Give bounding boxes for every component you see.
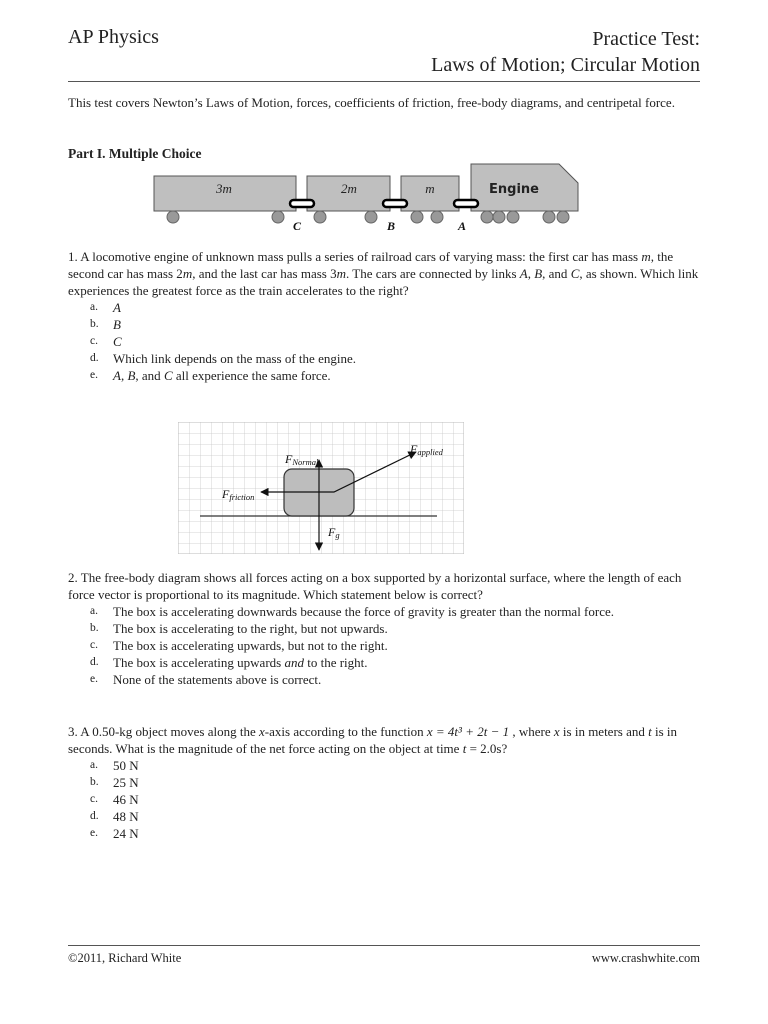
label-normal: FNormal xyxy=(285,452,319,467)
link-c xyxy=(290,200,314,207)
car-3m-label: 3m xyxy=(216,181,232,196)
label-gravity: Fg xyxy=(328,525,340,540)
q1-option-e: e. A, B, and C all experience the same force. xyxy=(90,368,331,383)
header-title-line2: Laws of Motion; Circular Motion xyxy=(431,54,700,76)
question-1-stem: 1. A locomotive engine of unknown mass pulls a series of railroad cars of varying mass: the first car has mass m, the second car has mass 2m, and the last car has mass 3m. The cars are connected by links A, B, and C, as shown. Which link experiences the greatest force as the train accelerates to the right? xyxy=(68,249,699,298)
footer-copyright: ©2011, Richard White xyxy=(68,951,182,965)
link-c-label: C xyxy=(292,219,302,233)
footer-rule xyxy=(68,945,700,946)
q2-option-c: c. The box is accelerating upwards, but not to the right. xyxy=(90,638,388,653)
footer-website: www.crashwhite.com xyxy=(591,951,700,965)
q3-option-d: d. 48 N xyxy=(90,809,139,824)
q2-option-a: a. The box is accelerating downwards because the force of gravity is greater than the normal force. xyxy=(90,604,615,619)
question-3-stem: 3. A 0.50-kg object moves along the x-axis according to the function x = 4t³ + 2t − 1 , where x is in meters and t is in seconds. What is the magnitude of the net force acting on the object at time t = 2.0s? xyxy=(68,724,678,756)
link-b xyxy=(383,200,407,207)
q2-option-b: b. The box is accelerating to the right, but not upwards. xyxy=(90,621,388,636)
header-title-line1: Practice Test: xyxy=(592,28,700,50)
q3-option-e: e. 24 N xyxy=(90,826,139,841)
position-function: x = 4t³ + 2t − 1 xyxy=(426,724,510,739)
part-title: Part I. Multiple Choice xyxy=(68,146,202,161)
link-a xyxy=(454,200,478,207)
link-b-label: B xyxy=(386,219,396,233)
question-2-stem: 2. The free-body diagram shows all forces acting on a box supported by a horizontal surface, where the length of each force vector is proportional to its magnitude. Which statement below is correct? xyxy=(68,570,682,602)
label-applied: Fapplied xyxy=(410,442,443,457)
q2-option-e: e. None of the statements above is correct. xyxy=(90,672,322,687)
header-title xyxy=(431,26,700,78)
car-2m-label: 2m xyxy=(341,181,357,196)
q3-option-c: c. 46 N xyxy=(90,792,139,807)
q3-option-a: a. 50 N xyxy=(90,758,139,773)
header-course: AP Physics xyxy=(68,26,159,48)
label-friction: Ffriction xyxy=(222,487,255,502)
q1-option-d: d. Which link depends on the mass of the engine. xyxy=(90,351,356,366)
q3-option-b: b. 25 N xyxy=(90,775,139,790)
car-m-label: m xyxy=(425,181,435,196)
q1-option-a: a. A xyxy=(90,300,121,315)
train-diagram xyxy=(150,160,590,236)
question-3 xyxy=(68,723,700,842)
question-1 xyxy=(68,248,700,384)
intro-text: This test covers Newton’s Laws of Motion, forces, coefficients of friction, free-body diagrams, and centripetal force. xyxy=(68,95,675,110)
link-a-label: A xyxy=(457,219,467,233)
wheels xyxy=(167,211,569,223)
q2-option-d: d. The box is accelerating upwards and to the right. xyxy=(90,655,368,670)
engine-label: Engine xyxy=(489,182,539,197)
q1-option-c: c. C xyxy=(90,334,122,349)
header-rule xyxy=(68,81,700,82)
free-body-diagram xyxy=(178,422,464,554)
q1-option-b: b. B xyxy=(90,317,121,332)
question-2 xyxy=(68,569,700,688)
